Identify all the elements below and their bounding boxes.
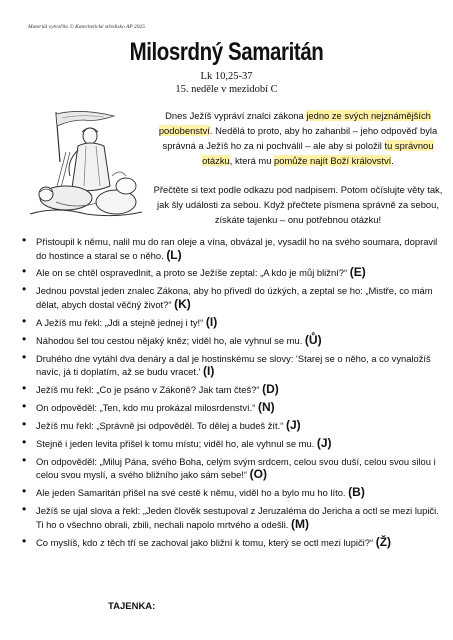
intro-paragraph <box>150 108 446 168</box>
item-text: Ježíš mu řekl: „Co je psáno v Zákoně? Jak tam čteš?“ <box>36 384 260 396</box>
item-text: Druhého dne vytáhl dva denáry a dal je hostinskému se slovy: 'Starej se o něho, a co vynaložíš navíc, já ti doplatím, až se budu vracet.' <box>36 352 431 378</box>
intro-text-4: . <box>391 155 394 166</box>
list-item <box>22 401 442 415</box>
list-item <box>22 352 442 379</box>
samaritan-illustration <box>26 106 144 224</box>
item-letter: (I) <box>205 314 218 329</box>
list-item <box>22 437 442 451</box>
list-item <box>22 383 442 397</box>
item-text: A Ježíš mu řekl: „Jdi a stejně jednej i ty!“ <box>36 316 204 328</box>
item-letter: (I) <box>202 364 215 379</box>
list-item <box>22 316 442 330</box>
item-letter: (O) <box>249 467 267 482</box>
item-text: Jednou povstal jeden znalec Zákona, aby ho přivedl do úzkých, a zeptal se ho: „Mistře, co mám dělat, abych dostal věčný život?“ <box>36 285 433 310</box>
item-text: Ale on se chtěl ospravedlnit, a proto se Ježíše zeptal: „A kdo je můj bližní?“ <box>36 267 348 279</box>
intro-text-3: , která mu <box>229 155 275 166</box>
list-item <box>22 504 442 531</box>
item-text: Ale jeden Samaritán přišel na své cestě k němu, viděl ho a bylo mu ho líto. <box>36 487 346 499</box>
item-text: On odpověděl: „Miluj Pána, svého Boha, celým svým srdcem, celou svou duší, celou svou silou i celou svou myslí, a svého bližního jako sám sebe!“ <box>36 455 436 481</box>
item-letter: (E) <box>349 265 366 280</box>
item-text: Ježíš mu řekl: „Správně jsi odpověděl. To dělej a budeš žít.“ <box>36 419 284 431</box>
item-text: Ježíš se ujal slova a řekl: „Jeden člověk sestupoval z Jeruzaléma do Jericha a octl se mezi lupiči. Ti ho o všechno obrali, zbili, nechali napolo mrtvého a odešli. <box>36 505 439 530</box>
bible-reference: Lk 10,25-37 <box>200 71 253 82</box>
list-item <box>22 284 442 311</box>
list-item <box>22 266 442 280</box>
instructions-paragraph: Přečtěte si text podle odkazu pod nadpisem. Potom očíslujte věty tak, jak šly události za sebou. Když přečtete písmena správně za sebou, získáte tajenku – onu potřebnou otázku! <box>153 184 443 225</box>
item-letter: (Ž) <box>375 534 392 549</box>
item-letter: (J) <box>316 435 332 450</box>
list-item <box>22 334 442 348</box>
list-item <box>22 235 442 262</box>
highlight-parable: jedno ze svých nejznámějších podobenství <box>158 110 431 136</box>
item-text: On odpověděl: „Ten, kdo mu prokázal milosrdenství.“ <box>36 402 256 414</box>
intro-text-1: Dnes Ježíš vypráví znalci zákona <box>165 110 307 121</box>
highlight-question: tu správnou otázku <box>202 140 434 166</box>
item-text: Co myslíš, kdo z těch tří se zachoval jako bližní k tomu, který se octl mezi lupiči?“ <box>36 536 374 548</box>
item-text: Přistoupil k němu, nalil mu do ran oleje a vína, obvázal je, vysadil ho na svého soumara, dopravil do hostince a staral se o něho. <box>36 236 438 261</box>
list-item <box>22 419 442 433</box>
liturgical-sunday: 15. neděle v mezidobí C <box>175 84 278 95</box>
tajenka-label: TAJENKA: <box>108 601 156 612</box>
highlight-kingdom: pomůže najít Boží království <box>274 155 392 166</box>
item-letter: (D) <box>262 382 279 397</box>
item-letter: (Ů) <box>304 332 322 347</box>
item-text: Stejně i jeden levita přišel k tomu místu; viděl ho, ale vyhnul se mu. <box>36 437 315 449</box>
item-letter: (L) <box>166 247 182 262</box>
item-letter: (B) <box>348 485 365 500</box>
item-letter: (K) <box>174 296 191 311</box>
copyright-note: Materiál vytvořilo © Katechetické středisko AP 2025 <box>28 24 146 30</box>
page-title: Milosrdný Samaritán <box>129 38 324 66</box>
item-letter: (N) <box>257 400 275 415</box>
list-item <box>22 536 442 550</box>
list-item <box>22 455 442 482</box>
item-letter: (M) <box>291 516 310 531</box>
intro-text-2: . Nedělá to proto, aby ho zahanbil – jeho odpověď byla správná a Ježíš ho za ni pochválil – ale aby si položil <box>162 125 438 151</box>
list-item <box>22 486 442 500</box>
sentence-list <box>22 235 442 553</box>
item-letter: (J) <box>285 417 301 432</box>
item-text: Náhodou šel tou cestou nějaký kněz; viděl ho, ale vyhnul se mu. <box>36 334 303 346</box>
